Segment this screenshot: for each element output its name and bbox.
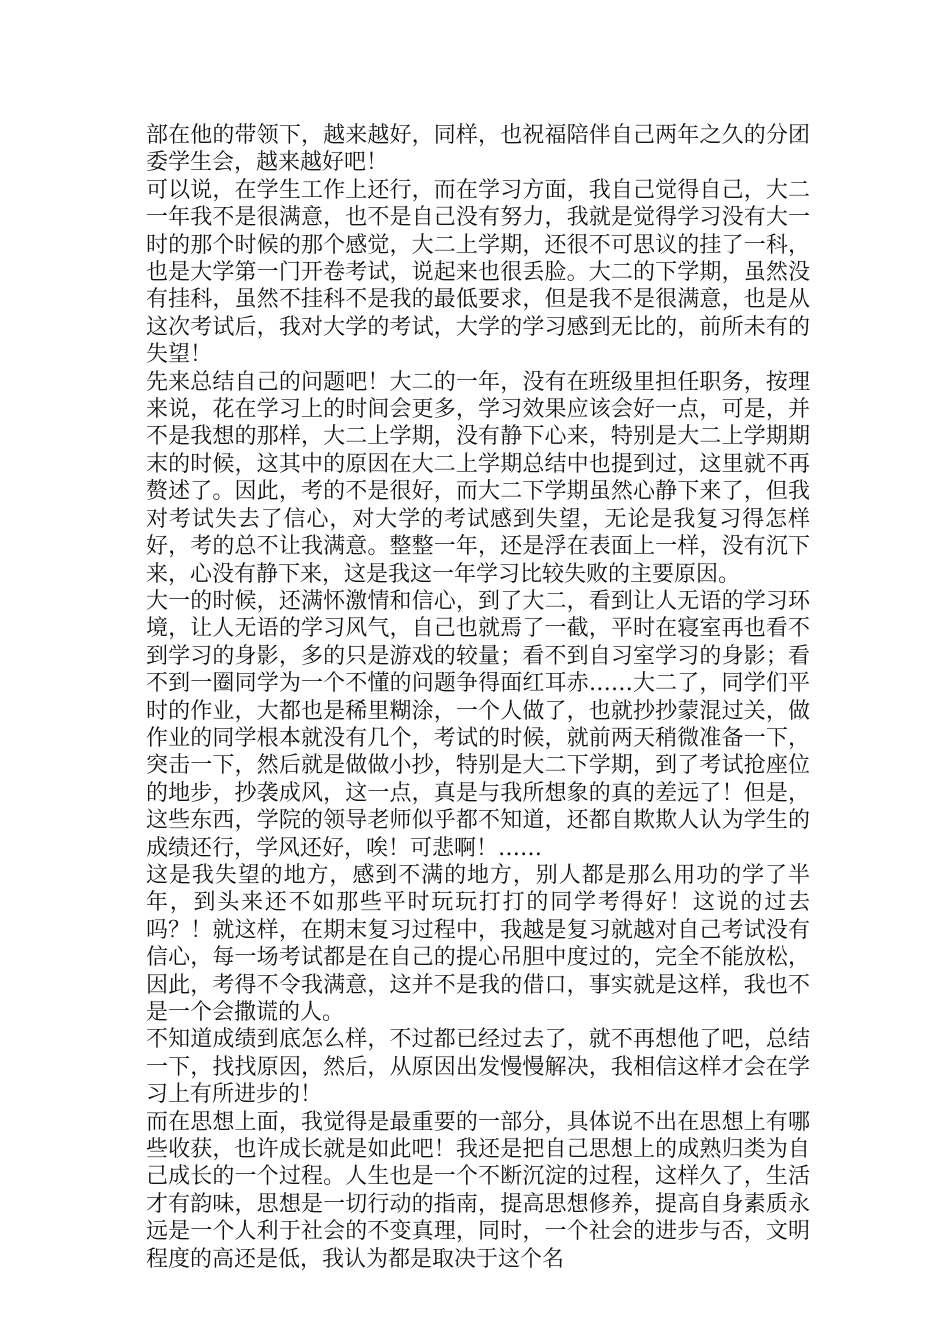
paragraph-4: 大一的时候，还满怀激情和信心，到了大二，看到让人无语的学习环境，让人无语的学习风气，自己也就焉了一截，平时在寝室再也看不到学习的身影，多的只是游戏的较量；看不到自习室学习的身影；看不到一圈同学为一个不懂的问题争得面红耳赤……大二了，同学们平时的作业，大都也是稀里糊涂，一个人做了，也就抄抄蒙混过关，做作业的同学根本就没有几个，考试的时候，就前两天稍微准备一下，突击一下，然后就是做做小抄，特别是大二下学期，到了考试抢座位的地步，抄袭成风，这一点，真是与我所想象的真的差远了！但是，这些东西，学院的领导老师似乎都不知道，还都自欺欺人认为学生的成绩还行，学风还好，唉！可悲啊！…… [146,588,810,861]
paragraph-5: 这是我失望的地方，感到不满的地方，别人都是那么用功的学了半年，到头来还不如那些平时玩玩打打的同学考得好！这说的过去吗？！就这样，在期末复习过程中，我越是复习就越对自己考试没有信心，每一场考试都是在自己的提心吊胆中度过的，完全不能放松，因此，考得不令我满意，这并不是我的借口，事实就是这样，我也不是一个会撒谎的人。 [146,862,810,1025]
paragraph-2: 可以说，在学生工作上还行，而在学习方面，我自己觉得自己，大二一年我不是很满意，也不是自己没有努力，我就是觉得学习没有大一时的那个时候的那个感觉，大二上学期，还很不可思议的挂了一科，也是大学第一门开卷考试，说起来也很丢脸。大二的下学期，虽然没有挂科，虽然不挂科不是我的最低要求，但是我不是很满意，也是从这次考试后，我对大学的考试，大学的学习感到无比的，前所未有的失望！ [146,177,810,368]
body-text [146,122,810,1273]
paragraph-6: 不知道成绩到底怎么样，不过都已经过去了，就不再想他了吧，总结一下，找找原因，然后，从原因出发慢慢解决，我相信这样才会在学习上有所进步的！ [146,1027,810,1108]
paragraph-7: 而在思想上面，我觉得是最重要的一部分，具体说不出在思想上有哪些收获，也许成长就是如此吧！我还是把自己思想上的成熟归类为自己成长的一个过程。人生也是一个不断沉淀的过程，这样久了，生活才有韵味，思想是一切行动的指南，提高思想修养，提高自身素质永远是一个人利于社会的不变真理，同时，一个社会的进步与否，文明程度的高还是低，我认为都是取决于这个名 [146,1109,810,1272]
paragraph-1: 部在他的带领下，越来越好，同样，也祝福陪伴自己两年之久的分团委学生会，越来越好吧！ [146,123,810,176]
paragraph-3: 先来总结自己的问题吧！大二的一年，没有在班级里担任职务，按理来说，花在学习上的时间会更多，学习效果应该会好一点，可是，并不是我想的那样，大二上学期，没有静下心来，特别是大二上学期期末的时候，这其中的原因在大二上学期总结中也提到过，这里就不再赘述了。因此，考的不是很好，而大二下学期虽然心静下来了，但我对考试失去了信心，对大学的考试感到失望，无论是我复习得怎样好，考的总不让我满意。整整一年，还是浮在表面上一样，没有沉下来，心没有静下来，这是我这一年学习比较失败的主要原因。 [146,369,810,587]
